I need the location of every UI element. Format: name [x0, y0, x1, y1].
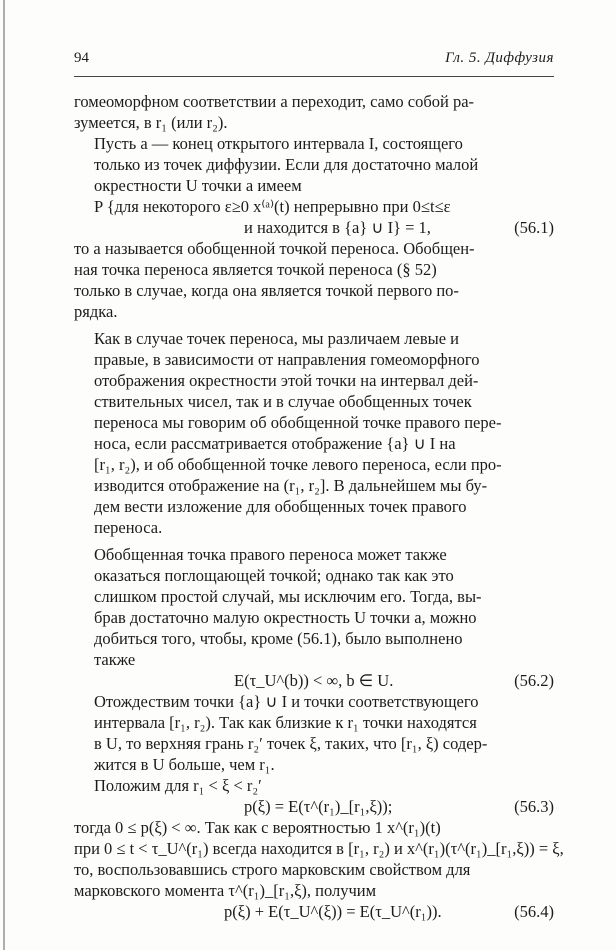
equation-56-2	[74, 670, 554, 691]
equation-56-1	[74, 217, 554, 238]
text-line: интервала [r₁, r₂). Так как близкие к r₁ точки находятся	[94, 713, 477, 732]
text-line: Положим для r₁ < ξ < r₂′	[94, 776, 262, 795]
text-line: Отождествим точки {a} ∪ I и точки соответствующего	[94, 692, 479, 711]
text-line: добиться того, чтобы, кроме (56.1), было выполнено	[94, 629, 463, 648]
text-line: Пусть a — конец открытого интервала I, состоящего	[94, 134, 463, 153]
text-line: брав достаточно малую окрестность U точки a, можно	[94, 608, 477, 627]
equation-number: (56.1)	[514, 218, 554, 237]
text-line: то a называется обобщенной точкой переноса. Обобщен-	[74, 239, 475, 258]
text-line: зумеется, в r₁ (или r₂).	[74, 113, 228, 132]
paragraph	[74, 238, 554, 322]
text-line: то, воспользовавшись строго марковским свойством для	[74, 860, 471, 879]
text-line: также	[94, 650, 136, 669]
equation-number: (56.2)	[514, 671, 554, 690]
paragraph	[74, 775, 554, 796]
equation-number: (56.3)	[514, 797, 554, 816]
text-line: при 0 ≤ t < τ_U^(r₁) всегда находится в [r₁, r₂) и x^(r₁)(τ^(r₁)_[r₁,ξ)) = ξ,	[74, 839, 564, 858]
paragraph	[74, 133, 554, 217]
text-line: марковского момента τ^(r₁)_[r₁,ξ), получим	[74, 881, 377, 900]
text-line: правые, в зависимости от направления гомеоморфного	[94, 350, 480, 369]
equation-formula: p(ξ) = E(τ^(r₁)_[r₁,ξ));	[244, 797, 393, 816]
text-line: [r₁, r₂), и об обобщенной точке левого переноса, если про-	[94, 455, 502, 474]
text-line: слишком простой случай, мы исключим его. Тогда, вы-	[94, 587, 482, 606]
header-rule	[74, 76, 554, 77]
text-line: Как в случае точек переноса, мы различаем левые и	[94, 329, 459, 348]
text-line: тогда 0 ≤ p(ξ) < ∞. Так как с вероятностью 1 x^(r₁)(t)	[74, 818, 441, 837]
equation-formula: p(ξ) + E(τ_U^(ξ)) = E(τ_U^(r₁)).	[224, 902, 442, 921]
running-header	[74, 50, 554, 72]
paragraph	[74, 691, 554, 775]
page-body	[74, 91, 564, 922]
text-line: Обобщенная точка правого переноса может также	[94, 545, 447, 564]
paragraph	[74, 91, 554, 133]
text-line: изводится отображение на (r₁, r₂]. В дальнейшем мы бу-	[94, 476, 488, 495]
page-edge-shadow	[3, 0, 5, 950]
text-line: окрестности U точки a имеем	[94, 176, 302, 195]
text-line: ствительных чисел, так и в случае обобщенных точек	[94, 392, 472, 411]
equation-56-4	[74, 901, 554, 922]
text-line: только в случае, когда она является точкой первого по-	[74, 281, 459, 300]
paragraph	[74, 817, 564, 901]
equation-56-3	[74, 796, 554, 817]
text-line: переноса.	[94, 518, 163, 537]
text-line: только из точек диффузии. Если для достаточно малой	[94, 155, 479, 174]
text-line: рядка.	[74, 302, 118, 321]
text-line: оказаться поглощающей точкой; однако так как это	[94, 566, 454, 585]
text-line: жится в U больше, чем r₁.	[94, 755, 275, 774]
equation-number: (56.4)	[514, 902, 554, 921]
text-line: отображения окрестности этой точки на интервал дей-	[94, 371, 479, 390]
page-number: 94	[74, 50, 89, 66]
paragraph	[74, 544, 554, 670]
chapter-title: Гл. 5. Диффузия	[445, 50, 554, 66]
equation-formula: и находится в {a} ∪ I} = 1,	[244, 218, 431, 237]
text-line: носа, если рассматривается отображение {a} ∪ I на	[94, 434, 456, 453]
text-line: дем вести изложение для обобщенных точек правого	[94, 497, 467, 516]
text-line: переноса мы говорим об обобщенной точке правого пере-	[94, 413, 502, 432]
text-line: ная точка переноса является точкой переноса (§ 52)	[74, 260, 437, 279]
paragraph	[74, 328, 554, 538]
text-line: гомеоморфном соответствии a переходит, само собой ра-	[74, 92, 475, 111]
equation-formula: E(τ_U^(b)) < ∞, b ∈ U.	[234, 671, 394, 690]
text-line: в U, то верхняя грань r₂′ точек ξ, таких, что [r₁, ξ) содер-	[94, 734, 488, 753]
text-line: P {для некоторого ε≥0 x⁽ᵃ⁾(t) непрерывно при 0≤t≤ε	[94, 197, 451, 216]
